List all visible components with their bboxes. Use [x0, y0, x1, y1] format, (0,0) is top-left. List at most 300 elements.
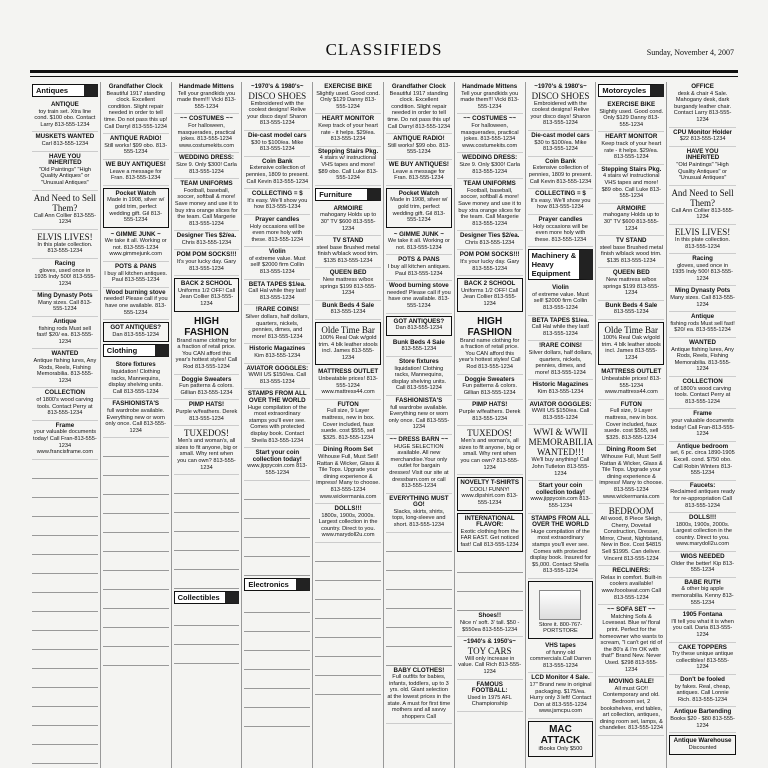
ad-headline: Dining Room Set — [323, 446, 373, 454]
empty-ad-slot — [244, 708, 310, 727]
empty-ad-slot — [315, 581, 381, 600]
empty-ad-slot — [174, 626, 240, 645]
ad-body: Carl 813-555-1234 — [41, 140, 89, 147]
ad-body: Extensive collection of pennies, 1809 to present. Call Kevin 813-555-1234 — [245, 165, 309, 185]
empty-ad-slot — [32, 593, 98, 612]
ad-headline: Ming Dynasty Pots — [674, 287, 731, 295]
classified-ad — [174, 426, 240, 475]
empty-ad-slot — [32, 460, 98, 479]
ad-headline: Faucets: — [689, 481, 716, 489]
ad-headline: Shoes!! — [478, 612, 502, 620]
ad-headline: WE BUY ANTIQUES! — [105, 160, 166, 168]
ad-headline: WANTED — [51, 350, 79, 358]
ad-headline: Ming Dynasty Pots — [37, 292, 93, 300]
ad-body: Still works! $99 obo. 813-555-1234 — [387, 142, 451, 156]
ad-headline: Frame — [693, 410, 712, 418]
ad-body: Extensive collection of pennies, 1809 to present. Call Kevin 813-555-1234 — [528, 165, 593, 185]
ad-headline: Coin Bank — [545, 157, 576, 165]
classified-ad — [528, 215, 594, 247]
empty-ad-slot — [315, 638, 381, 657]
ad-headline: Grandfather Clock — [391, 83, 446, 90]
ad-headline: !RARE COINS! — [255, 306, 299, 314]
ad-display-headline: And Need to Sell Them? — [671, 187, 734, 208]
ad-headline: DOLLS!!! — [334, 505, 362, 513]
ad-body: Made in 1908, silver w/ gold trim, perfect wedding gift. Gil 813-555-1234 — [390, 197, 448, 224]
ad-body: Slacks, skirts, shirts, tops, long-sleeve and short. 813-555-1234 — [392, 508, 446, 529]
classified-ad — [174, 179, 240, 231]
ad-headline: LCD Monitor 4 Sale. — [531, 674, 590, 682]
ad-headline: BABY CLOTHES! — [393, 666, 445, 674]
classified-ad — [174, 153, 240, 179]
ad-body: WWII US $150/ea. Call 813-555-1234 — [531, 408, 590, 421]
classified-ad — [32, 291, 98, 317]
ad-body: 100% Real Oak w/gold trim. 4 blk leather stools incl. James 813-555-1234 — [318, 335, 378, 361]
empty-ad-slot — [315, 543, 381, 562]
ad-body: 813-555-1234 — [401, 346, 437, 353]
ad-body: Books $20 - $80 813-555-1234 — [670, 715, 735, 729]
empty-ad-slot — [32, 745, 98, 764]
ad-body: Purple w/feathers. Derek 813-555-1234 — [175, 408, 238, 422]
ad-body: Antique fishing lures, Any Rods, Reels, Fishing Memorabilia. 813-555-1234 — [671, 346, 734, 373]
ad-body: Slightly used. Good cond. Only $129 Danny 813-555-1234 — [316, 90, 380, 110]
ad-body: 1800s, 1900s, 2000s. Largest collection in the country. Direct to you. www.marydoll2u.com — [318, 512, 378, 539]
classified-columns — [30, 82, 738, 768]
classified-ad — [669, 225, 736, 254]
ad-headline: Wood burning stove — [389, 282, 449, 290]
classified-ad — [457, 513, 523, 553]
ad-headline: Coin Bank — [261, 157, 293, 165]
ad-headline: ANTIQUE RADIO! — [393, 135, 445, 143]
empty-ad-slot — [32, 650, 98, 669]
empty-ad-slot — [103, 628, 169, 647]
empty-ad-slot — [244, 538, 310, 557]
ad-body: Beautiful 1917 standing clock. Excellent condition. Slight repair needed in order to tell time. Do not pass this up! Call Darryl 813-555-1234 — [104, 90, 168, 130]
classified-ad — [457, 179, 523, 231]
ad-body: $30 to $100/ea. Mike 813-555-1234 — [251, 139, 304, 153]
ad-headline: GOT ANTIQUES? — [110, 324, 162, 332]
ad-body: steel base Brushed metal finish w/black wood trim. $135 813-555-1234 — [599, 244, 663, 264]
ad-headline: QUEEN BED — [329, 269, 367, 277]
ad-headline: Prayer candles — [255, 215, 300, 223]
classified-ad — [174, 114, 240, 153]
classified-ad — [32, 152, 98, 191]
ad-body: Silver dollars, half dollars, quarters, nickels, pennies, dimes, and more! 813-555-1234 — [528, 350, 593, 376]
ad-headline: Die-cast model cars — [248, 131, 307, 139]
classified-ad — [244, 344, 310, 363]
classified-ad — [528, 157, 594, 189]
ad-headline: ~1970's & 1980's~ — [534, 83, 587, 90]
ad-headline: FASHIONISTA'S — [112, 400, 160, 408]
ad-body: Nice n' soft. 3' tall. $50 - $550ea 813-555-1234 — [460, 620, 520, 633]
ad-body: Size 9. Only $300! Carla 813-555-1234 — [176, 161, 237, 175]
classified-ad — [669, 707, 736, 733]
ad-body: of 1800's wood carving tools. Contact Perry at 813-555-1234 — [36, 397, 94, 417]
classified-ad — [174, 278, 240, 311]
ad-headline: Bunk Beds 4 Sale — [322, 301, 375, 309]
ad-headline: TV STAND — [332, 237, 364, 245]
classified-ad — [244, 364, 310, 390]
ad-body: Leave a message for Fran. 813-555-1234 — [109, 168, 162, 182]
ad-headline: Wood burning stove — [105, 288, 166, 296]
classified-ad — [457, 611, 523, 637]
ad-body: Exotic clothing from the FAR EAST. Get noticed fast! Call 813-555-1234 — [460, 528, 519, 548]
classified-ad — [174, 400, 240, 426]
classified-ad — [528, 131, 594, 157]
ad-display-headline: ELVIS LIVES! — [674, 226, 731, 237]
empty-ad-slot — [103, 495, 169, 514]
classified-ad — [386, 281, 452, 313]
ad-headline: ~~ COSTUMES ~~ — [463, 115, 517, 123]
ad-body: of 1800's wood carving tools. Contact Perry at 813-555-1234 — [674, 385, 732, 405]
ad-headline: HEART MONITOR — [322, 115, 375, 123]
classified-ad — [669, 312, 736, 338]
ad-headline: EXERCISE BIKE — [607, 101, 656, 108]
classified-ad — [32, 349, 98, 388]
ad-body: All must GO!! Contemporary and old. Bedroom set, 2 bookshelves, end tables, art collection, antiques, dining room set, lamps, & chandelier. 813-555-1234 — [599, 685, 663, 732]
empty-ad-slot — [315, 619, 381, 638]
ad-headline: HEART MONITOR — [605, 133, 658, 141]
empty-ad-slot — [244, 632, 310, 651]
classified-ad — [669, 481, 736, 513]
empty-ad-slot — [32, 726, 98, 745]
ad-headline: MATTRESS OUTLET — [601, 368, 662, 376]
ad-body: Tell your grandkids you made them!!! Vicki 813-555-1234 — [460, 90, 520, 110]
ad-headline: WEDDING DRESS: — [178, 154, 234, 162]
classified-ad — [669, 610, 736, 642]
ad-headline: BETA TAPES $1/ea. — [248, 280, 306, 288]
ad-body: iBooks Only $500 — [538, 746, 583, 752]
masthead-rule-thin — [30, 76, 738, 77]
ad-body: Purple w/feathers. Derek 813-555-1234 — [458, 408, 521, 422]
classified-ad — [669, 409, 736, 441]
classified-ad — [669, 675, 736, 707]
ad-display-headline: Olde Time Bar — [321, 325, 375, 336]
classified-ad — [669, 338, 736, 377]
classified-ad — [669, 377, 736, 409]
ad-headline: DOLLS!!! — [688, 514, 717, 522]
ad-body: I buy all kitchen antiques. Paul 813-555-1234 — [104, 270, 168, 284]
empty-ad-slot — [174, 570, 240, 589]
ad-body: Brand name clothing for a fraction of retail price. You CAN afford this year's hottest styles! Call Rod 813-555-1234 — [175, 337, 238, 370]
ad-body: New mattress w/box springs $199 813-555-1234 — [603, 277, 660, 297]
ad-body: desk & chair 4 Sale. Mahogany desk, dark burgandy leather chair. Contact Larry 813-555-1234 — [673, 90, 732, 123]
ad-headline: Bunk Beds 4 Sale — [605, 301, 658, 309]
ad-headline: Violin — [268, 248, 286, 256]
ad-headline: WIGS NEEDED — [680, 553, 725, 561]
empty-ad-slot — [386, 552, 452, 571]
ad-body: www.jippycoin.com 813-555-1234 — [530, 496, 591, 509]
classified-ad — [598, 268, 664, 300]
ad-headline: OFFICE — [691, 83, 714, 90]
empty-ad-slot — [174, 494, 240, 513]
ad-body: In this plate collection. 813-555-1234 — [37, 241, 93, 255]
classified-ad — [315, 301, 381, 320]
page-title: CLASSIFIEDS — [325, 40, 443, 59]
ad-body: Chris 813-555-1234 — [181, 239, 232, 246]
ad-body: Full size, 9 Layer mattress, new in box. Cover included, faux suede. cost $555, sell $325. 813-555-1234 — [604, 408, 659, 441]
classified-ad — [244, 215, 310, 247]
ad-body: your valuable documents today! Call Fran-813-555-1234 www.francisframe.com — [33, 429, 97, 456]
classified-ad — [103, 399, 169, 438]
ad-body: $22 813-555-1234 — [679, 136, 726, 143]
ad-headline: ARMOIRE — [333, 204, 363, 212]
empty-ad-slot — [103, 647, 169, 666]
ad-body: Store it. 800-767-PORTSTORE — [538, 621, 583, 635]
ad-headline: PIMP HATS! — [472, 401, 508, 409]
ad-display-headline: BEDROOM — [608, 506, 654, 517]
classified-ad — [598, 165, 664, 204]
ad-body: Call Hal while they last! 813-555-1234 — [248, 288, 307, 301]
ad-headline: BABE RUTH — [684, 578, 721, 586]
classified-ad — [528, 283, 594, 315]
ad-body: Discounted — [688, 744, 717, 751]
ad-headline: Racing — [692, 255, 713, 263]
ad-body: Slightly used. Good cond. Only $129 Danny 813-555-1234 — [599, 108, 664, 128]
ad-headline: !RARE COINS! — [538, 342, 582, 350]
ad-body: your valuable documents today! Call Fran-813-555-1234 — [670, 417, 735, 438]
ad-headline: Antique — [691, 313, 715, 321]
ad-body: Call Hal while they last! 813-555-1234 — [531, 324, 590, 337]
empty-ad-slot — [244, 670, 310, 689]
empty-ad-slot — [103, 609, 169, 628]
ad-large-headline: HIGH FASHION — [467, 315, 512, 338]
ad-body: Call Ann Collier 813-555-1234 — [671, 207, 734, 221]
ad-body: Size 9. Only $300! Carla 813-555-1234 — [459, 161, 520, 175]
classified-ad — [103, 230, 169, 262]
classified-ad — [528, 721, 594, 757]
classified-ad — [598, 100, 664, 132]
ad-body: Fun patterns & colors. Gillian 813-555-1234 — [179, 383, 234, 396]
classified-ad — [598, 445, 664, 504]
classified-ad — [669, 186, 736, 225]
ad-body: Uniforms 1/2 OFF! Call Jean Collier 813-555-1234 — [177, 287, 236, 308]
ad-headline: COLLECTION — [682, 378, 723, 385]
ad-headline: BETA TAPES $1/ea. — [531, 316, 589, 324]
ad-headline: Racing — [54, 259, 76, 267]
ad-headline: FAMOUS FOOTBALL: — [471, 680, 508, 695]
classified-ad — [103, 82, 169, 134]
empty-ad-slot — [32, 555, 98, 574]
ad-body: Keep track of your heart rate - it helps. $29/ea. 813-555-1234 — [318, 122, 378, 143]
ad-body: Call Ann Collier 813-555-1234 — [33, 212, 96, 226]
classified-column — [455, 82, 526, 768]
classified-ad — [669, 513, 736, 552]
classified-ad — [528, 341, 594, 380]
classified-ad — [32, 132, 98, 151]
classified-ad — [457, 680, 523, 712]
ad-body: full wardrobe available. Everything new or worn only once. Call 813-555-1234 — [388, 404, 450, 431]
ad-headline: RECLINERS: — [612, 567, 651, 575]
classified-ad — [598, 677, 664, 736]
classified-ad — [244, 448, 310, 480]
classified-ad — [315, 82, 381, 114]
classified-ad — [598, 322, 664, 365]
ad-headline: COLLECTING = $ — [251, 190, 303, 198]
classified-ad — [244, 305, 310, 344]
classified-column — [242, 82, 313, 768]
ad-headline: Handmade Mittens — [462, 83, 518, 90]
classified-ad — [669, 147, 736, 186]
classified-ad — [315, 367, 381, 399]
ad-headline: FASHIONISTA'S — [395, 396, 443, 404]
ad-headline: FUTON — [337, 400, 359, 408]
ad-body: needed! Please call if you have one available. 813-555-1234 — [103, 296, 168, 316]
ad-headline: BACK 2 SCHOOL — [464, 280, 516, 288]
classified-ad — [386, 188, 452, 228]
classified-ad — [386, 435, 452, 494]
ad-large-headline: MAC ATTACK — [540, 724, 581, 746]
ad-body: $30 to $100/ea. Mike 813-555-1234 — [534, 139, 587, 153]
empty-ad-slot — [386, 647, 452, 666]
ad-headline: ~1940's & 1950's~ — [463, 638, 516, 646]
ad-body: Huge compilation of the most extraordinary stamps you'll ever see. Comes with protected display book. Contact Sheila 813-555-1234 — [247, 404, 307, 444]
empty-ad-slot — [103, 438, 169, 457]
empty-ad-slot — [32, 707, 98, 726]
ad-headline: Frame — [55, 421, 75, 429]
empty-ad-slot — [174, 513, 240, 532]
ad-body: It's easy. We'll show you how 813-555-1234 — [247, 197, 308, 211]
empty-ad-slot — [244, 557, 310, 576]
ad-body: Tell your grandkids you made them!!! Vicki 813-555-1234 — [177, 90, 236, 110]
ad-body: Uniforms 1/2 OFF! Call Jean Collier 813-555-1234 — [461, 287, 519, 308]
ad-body: 17" Brand new in original packaging. $175/ea. Hurry only 3 left! Contact Don at 813-555-1234 www.jsmcpu.com — [529, 682, 592, 715]
ad-headline: ~ GIMME JUNK ~ — [393, 230, 444, 238]
ad-body: & other big apple memorabilia. Kenny 813-555-1234 — [671, 586, 734, 606]
ad-body: Men's and woman's, all sizes to fit anyone, big or small. Why rent when you can own? 813-555-1234 — [175, 438, 238, 471]
ad-headline: Store fixtures — [398, 358, 439, 365]
empty-ad-slot — [103, 476, 169, 495]
ad-headline: CPU Monitor Holder — [673, 128, 732, 136]
classified-ad — [457, 153, 523, 179]
ad-body: Men's and woman's, all sizes to fit anyone, big or small. Why rent when you can own? 813-555-1234 — [458, 438, 521, 471]
classified-ad — [598, 204, 664, 236]
ad-headline: ARMOIRE — [616, 204, 646, 212]
ad-body: All wood, 8 Piece Sleigh, Cherry, Dovetail Construction, Dresser, Mirror, Chest, Nightstand, New in Box. Cost $4815 Sell $1995. Can deliver. Vincent 813-555-1234 — [599, 516, 663, 562]
masthead — [0, 0, 768, 82]
classified-ad — [315, 268, 381, 300]
section-header: Electronics — [244, 578, 310, 591]
empty-ad-slot — [244, 594, 310, 613]
classified-ad — [457, 477, 523, 510]
empty-ad-slot — [103, 533, 169, 552]
ad-body: Wihouse Full, Must Sell! Rattan & Wicker, Glass & Tile Tops. Upgrade your dining experience & impress! Many to choose. 813-555-1234 www.wickermania.com — [316, 453, 380, 500]
classified-ad — [386, 357, 452, 396]
ad-headline: AVIATOR GOGGLES: — [529, 400, 592, 408]
classified-ad — [32, 388, 98, 420]
classified-ad — [315, 400, 381, 446]
ad-display-headline: ELVIS LIVES! — [37, 231, 93, 242]
ad-headline: Designer Ties $2/ea. — [176, 232, 237, 240]
ad-headline: TV STAND — [616, 237, 647, 245]
section-header: Antiques — [32, 84, 98, 97]
ad-headline: ~~ COSTUMES ~~ — [180, 115, 233, 123]
classified-ad — [669, 735, 736, 755]
classified-ad — [244, 131, 310, 157]
section-header: Motorcycles — [598, 84, 664, 97]
ad-body: Full size, 9 Layer mattress, new in box. Cover included, faux suede. cost $555, sell $325. 813-555-1234 — [321, 408, 376, 441]
ad-headline: STAMPS FROM ALL OVER THE WORLD — [247, 390, 307, 404]
ad-body: set, 6 pc. circa 1890-1905 Excell. cond. $750 obo. Call Robin Winters 813-555-1234 — [670, 450, 735, 477]
ad-body: 100% Real Oak w/gold trim. 4 blk leather stools incl. James 813-555-1234 — [601, 335, 661, 361]
empty-ad-slot — [244, 689, 310, 708]
classified-ad — [315, 114, 381, 146]
empty-ad-slot — [244, 500, 310, 519]
classified-ad — [32, 317, 98, 349]
classified-ad — [32, 191, 98, 230]
classified-ad — [457, 637, 523, 679]
classified-ad — [174, 375, 240, 401]
empty-ad-slot — [32, 479, 98, 498]
classified-ad — [174, 250, 240, 276]
classified-ad — [386, 316, 452, 336]
ad-body: Football, baseball, soccer, softball & more! Save money and use it to buy xtra orange slices for the team. Call Margerie 813-555-1234 — [458, 187, 522, 227]
ad-headline: GOT ANTIQUES? — [393, 317, 445, 325]
classified-ad — [386, 396, 452, 435]
ad-body: WWII US $150/ea. Call 813-555-1234 — [248, 372, 307, 385]
classified-column — [172, 82, 243, 768]
ad-body: toy train set. Xtra line cond. $100 obo. Contact Larry 813-555-1234 — [34, 108, 96, 128]
classified-ad — [315, 204, 381, 236]
ad-headline: CAKE TOPPERS — [678, 643, 727, 651]
classified-ad — [386, 230, 452, 256]
ad-body: It's your lucky day. Gary 813-555-1234 — [176, 259, 237, 272]
classified-ad — [244, 389, 310, 448]
ad-body: I'll tell you what it is when you call. Daria 813-555-1234 — [671, 618, 734, 638]
ad-headline: Dining Room Set — [606, 446, 657, 454]
ad-body: gloves, used once in 1935 Indy 500! 813-555-1234 — [672, 262, 734, 282]
ad-headline: Doggie Sweaters — [181, 375, 232, 383]
ad-headline: HAVE YOU INHERITED — [685, 147, 720, 162]
classified-ad — [669, 442, 736, 481]
empty-ad-slot — [244, 519, 310, 538]
section-header: Machinery & Heavy Equipment — [528, 249, 594, 280]
ad-headline: MATTRESS OUTLET — [318, 368, 379, 376]
ad-body: Silver dollars, half dollars, quarters, nickels, pennies, dimes, and more! 813-555-1234 — [245, 314, 310, 340]
ad-body: full wardrobe available. Everything new or worn only once. Call 813-555-1234 — [105, 407, 167, 434]
classified-ad — [32, 230, 98, 259]
ad-headline: INTERNATIONAL FLAVOR: — [464, 514, 515, 529]
classified-ad — [598, 566, 664, 605]
classified-ad — [315, 322, 381, 365]
ad-headline: POM POM SOCKS!!! — [459, 251, 520, 259]
ad-body: liquidation! Clothing racks, Mannequins, display shelving units. Call 813-555-1234 — [108, 369, 163, 395]
ad-body: of extreme value. Must sell! $2000 firm Collin 813-555-1234 — [248, 255, 306, 276]
ad-headline: POTS & PANS — [114, 263, 157, 271]
ad-body: Made in 1908, silver w/ gold trim, perfect wedding gift. Gil 813-555-1234 — [107, 197, 165, 224]
classified-ad — [528, 425, 594, 481]
ad-display-headline: And Need to Sell Them? — [33, 192, 97, 213]
ad-headline: Antique bedroom — [676, 442, 729, 450]
ad-body: Dan 813-555-1234 — [112, 331, 160, 338]
classified-ad — [598, 367, 664, 399]
ad-body: 4 stairs w/ instructional VHS tapes and more! $89 obo. Call Luke 813-555-1234 — [318, 155, 378, 182]
classified-ad — [386, 338, 452, 357]
classified-ad — [457, 375, 523, 401]
empty-ad-slot — [457, 554, 523, 573]
ad-headline: QUEEN BED — [612, 269, 650, 277]
ad-body: fishing rods Must sell fast! $20/ ea. 813-555-1234 — [36, 325, 94, 345]
ad-display-headline: DISCO SHOES — [248, 90, 307, 101]
empty-ad-slot — [244, 481, 310, 500]
classified-ad — [103, 134, 169, 160]
ad-body: HUGE SELECTION available. All new merchandise.Your only outlet for bargain dresses! Visit our site at dressbarn.com or call 813-555-1234 — [389, 443, 449, 490]
classified-ad — [528, 641, 594, 673]
ad-headline: EVERYTHING MUST GO! — [389, 494, 449, 509]
classified-ad — [457, 400, 523, 426]
classified-ad — [669, 286, 736, 312]
classified-ad — [669, 643, 736, 675]
classified-ad — [528, 380, 594, 399]
